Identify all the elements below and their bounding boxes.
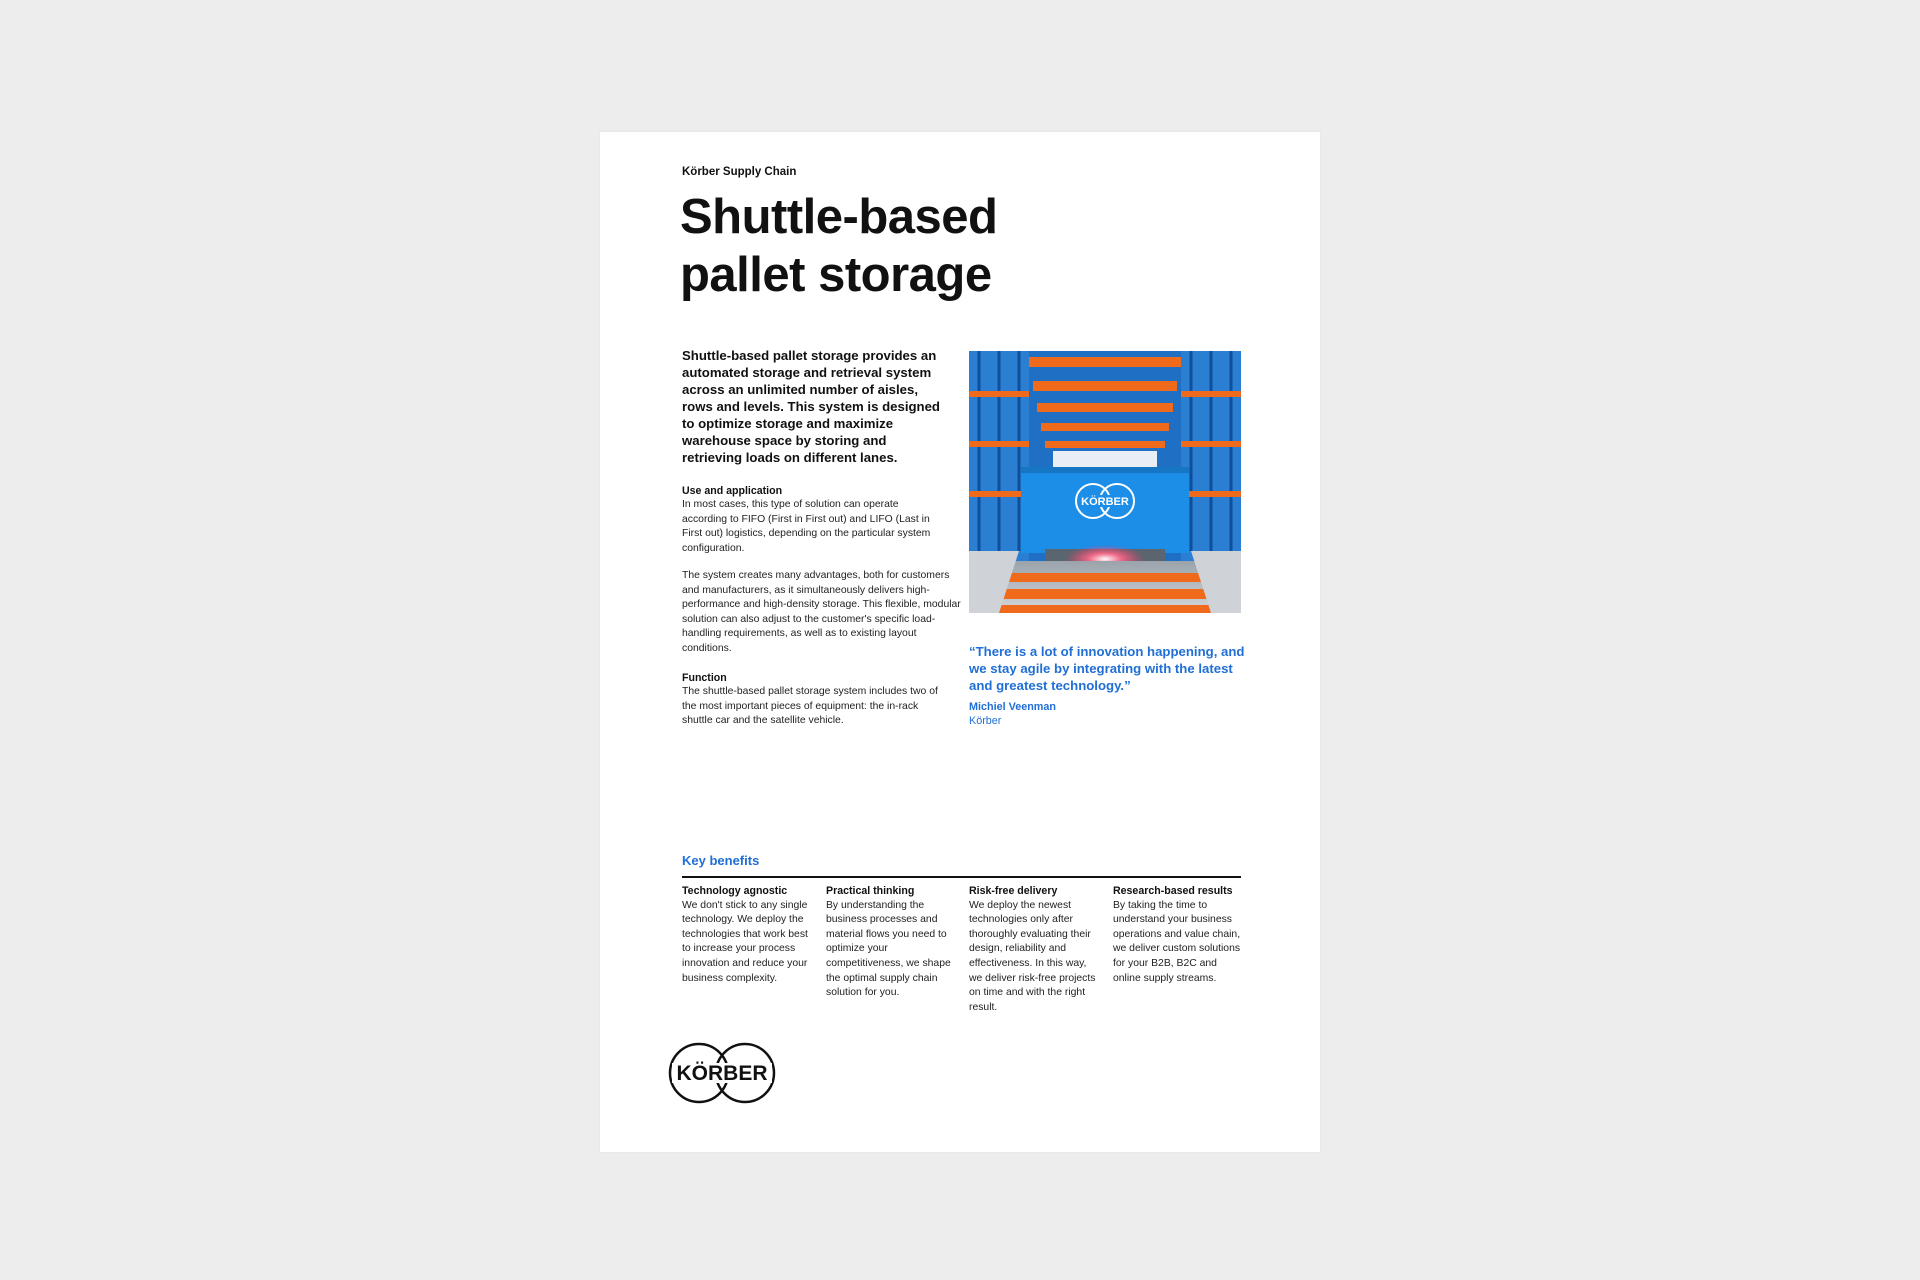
benefit-text: We deploy the newest technologies only after thoroughly evaluating their design, reliability and effectiveness. In this way, we deliver risk-free projects on time and with the right result. [969,899,1096,1013]
korber-logo-text: KÖRBER [676,1062,768,1085]
benefit-practical-thinking [826,884,956,1001]
warehouse-shuttle-photo [969,351,1241,613]
key-benefits-divider [682,876,1241,878]
title-line-2: pallet storage [680,248,992,302]
benefit-risk-free-delivery [969,884,1099,1015]
benefit-technology-agnostic [682,884,812,986]
use-and-application-paragraph-2: The system creates many advantages, both for customers and manufacturers, as it simultaneously delivers high-performance and high-density storage. This flexible, modular solution can also adjust to the customer's specific load-handling requirements, as well as to existing layout conditions. [682,570,961,654]
use-and-application-paragraph-1: In most cases, this type of solution can operate according to FIFO (First in First out) and LIFO (Last in First out) logistics, depending on the particular system configuration. [682,499,931,554]
korber-logo [668,1041,776,1105]
benefit-text: We don't stick to any single technology. We deploy the technologies that work best to increase your process innovation and reduce your business complexity. [682,899,808,984]
customer-quote: “There is a lot of innovation happening, and we stay agile by integrating with the latest and greatest technology.” [969,644,1245,693]
korber-logo-mark [668,1041,776,1105]
shuttle-rack-illustration [969,351,1241,613]
datasheet-page [600,132,1320,1152]
function-heading: Function [682,672,727,684]
key-benefits-title: Key benefits [682,853,760,868]
company-name: Körber Supply Chain [682,166,797,178]
intro-paragraph: Shuttle-based pallet storage provides an automated storage and retrieval system across an unlimited number of aisles, rows and levels. This system is designed to optimize storage and maximize warehouse space by storing and retrieving loads on different lanes. [682,348,940,465]
use-and-application-heading: Use and application [682,485,783,497]
benefit-heading: Technology agnostic [682,885,788,897]
page-title [680,188,1240,304]
benefit-heading: Research-based results [1113,885,1233,897]
benefit-text: By taking the time to understand your business operations and value chain, we deliver custom solutions for your B2B, B2C and online supply streams. [1113,899,1241,984]
quote-author-organization: Körber [969,715,1002,727]
benefit-heading: Practical thinking [826,885,915,897]
benefit-heading: Risk-free delivery [969,885,1058,897]
title-line-1: Shuttle-based [680,190,998,244]
function-paragraph: The shuttle-based pallet storage system includes two of the most important pieces of equipment: the in-rack shuttle car and the satellite vehicle. [682,686,938,727]
shuttle-logo-text: KÖRBER [1081,496,1129,508]
benefit-research-based-results [1113,884,1243,986]
quote-author-name: Michiel Veenman [969,701,1057,713]
benefit-text: By understanding the business processes and material flows you need to optimize your competitiveness, we shape the optimal supply chain solution for you. [826,899,951,999]
